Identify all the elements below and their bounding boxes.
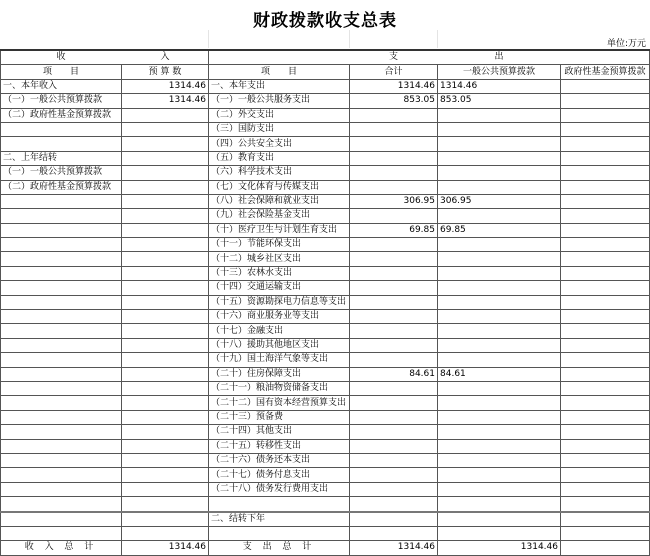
general-budget-amount bbox=[438, 108, 561, 122]
income-amount: 1314.46 bbox=[122, 94, 209, 108]
general-budget-amount bbox=[438, 453, 561, 467]
expense-total bbox=[350, 238, 438, 252]
col-expense-item: 项 目 bbox=[209, 65, 350, 79]
income-item bbox=[1, 281, 122, 295]
header-expense-left: 支 bbox=[350, 50, 438, 65]
expense-item: （一）一般公共服务支出 bbox=[209, 94, 350, 108]
expense-item: （三）国防支出 bbox=[209, 122, 350, 136]
page-title: 财政拨款收支总表 bbox=[253, 11, 397, 31]
fund-budget-amount bbox=[561, 252, 650, 266]
fund-budget-amount bbox=[561, 468, 650, 482]
expense-item: （四）公共安全支出 bbox=[209, 137, 350, 151]
fund-budget-amount bbox=[561, 482, 650, 496]
income-item bbox=[1, 512, 122, 527]
fund-budget-amount bbox=[561, 310, 650, 324]
expense-item: （十八）援助其他地区支出 bbox=[209, 338, 350, 352]
expense-item: （二十七）债务付息支出 bbox=[209, 468, 350, 482]
income-item bbox=[1, 209, 122, 223]
income-amount bbox=[122, 367, 209, 381]
table-row bbox=[1, 367, 650, 381]
expense-total bbox=[350, 425, 438, 439]
expense-total bbox=[350, 108, 438, 122]
income-item bbox=[1, 396, 122, 410]
table-row bbox=[1, 324, 650, 338]
income-item bbox=[1, 453, 122, 467]
expense-total bbox=[350, 252, 438, 266]
income-amount bbox=[122, 396, 209, 410]
expense-total bbox=[350, 122, 438, 136]
income-item bbox=[1, 238, 122, 252]
table-row bbox=[1, 396, 650, 410]
fund-budget-amount bbox=[561, 512, 650, 527]
fund-budget-amount bbox=[561, 439, 650, 453]
expense-item: （二十六）债务还本支出 bbox=[209, 453, 350, 467]
expense-total: 69.85 bbox=[350, 223, 438, 237]
table-row bbox=[1, 381, 650, 395]
income-amount bbox=[122, 439, 209, 453]
income-item bbox=[1, 295, 122, 309]
expense-total bbox=[350, 209, 438, 223]
general-budget-amount bbox=[438, 410, 561, 424]
col-income-item: 项 目 bbox=[1, 65, 122, 79]
fund-budget-amount bbox=[561, 137, 650, 151]
general-budget-amount: 853.05 bbox=[438, 94, 561, 108]
expense-item: （十）医疗卫生与计划生育支出 bbox=[209, 223, 350, 237]
expense-item: （二）外交支出 bbox=[209, 108, 350, 122]
income-item bbox=[1, 137, 122, 151]
fund-budget-amount bbox=[561, 166, 650, 180]
fund-budget-amount bbox=[561, 223, 650, 237]
expense-item: （十七）金融支出 bbox=[209, 324, 350, 338]
expense-total bbox=[350, 281, 438, 295]
expense-item: （二十八）债务发行费用支出 bbox=[209, 482, 350, 496]
general-budget-amount bbox=[438, 512, 561, 527]
table-row bbox=[1, 353, 650, 367]
income-amount bbox=[122, 324, 209, 338]
expense-total bbox=[350, 512, 438, 527]
expense-total bbox=[350, 439, 438, 453]
expense-item: （二十三）预备费 bbox=[209, 410, 350, 424]
general-budget-amount bbox=[438, 166, 561, 180]
income-item bbox=[1, 266, 122, 280]
table-row bbox=[1, 338, 650, 352]
income-item bbox=[1, 310, 122, 324]
expense-total bbox=[350, 324, 438, 338]
table-row bbox=[1, 410, 650, 424]
income-item bbox=[1, 439, 122, 453]
table-row bbox=[1, 482, 650, 496]
expense-total-label: 支 出 总 计 bbox=[209, 541, 350, 555]
general-budget-amount bbox=[438, 353, 561, 367]
fund-budget-amount bbox=[561, 94, 650, 108]
expense-total bbox=[350, 468, 438, 482]
fund-budget-amount bbox=[561, 295, 650, 309]
table-row bbox=[1, 151, 650, 165]
grid-line bbox=[208, 30, 209, 48]
expense-total: 1314.46 bbox=[350, 79, 438, 93]
income-amount bbox=[122, 137, 209, 151]
income-item bbox=[1, 324, 122, 338]
income-amount bbox=[122, 166, 209, 180]
expense-total bbox=[350, 353, 438, 367]
general-budget-amount bbox=[438, 425, 561, 439]
general-budget-amount bbox=[438, 209, 561, 223]
income-amount bbox=[122, 223, 209, 237]
income-amount bbox=[122, 180, 209, 194]
income-amount bbox=[122, 526, 209, 540]
income-item: （二）政府性基金预算拨款 bbox=[1, 180, 122, 194]
income-item bbox=[1, 425, 122, 439]
unit-label: 单位:万元 bbox=[606, 39, 646, 49]
header-expense-right: 出 bbox=[438, 50, 561, 65]
expense-total bbox=[350, 482, 438, 496]
income-item: （一）一般公共预算拨款 bbox=[1, 94, 122, 108]
table-row bbox=[1, 209, 650, 223]
expense-item: （十二）城乡社区支出 bbox=[209, 252, 350, 266]
expense-total bbox=[350, 396, 438, 410]
header-income-right: 入 bbox=[122, 50, 209, 65]
table-row bbox=[1, 180, 650, 194]
table-row bbox=[1, 526, 650, 540]
income-amount bbox=[122, 425, 209, 439]
income-amount bbox=[122, 295, 209, 309]
expense-item: （五）教育支出 bbox=[209, 151, 350, 165]
income-amount bbox=[122, 194, 209, 208]
expense-item: （八）社会保障和就业支出 bbox=[209, 194, 350, 208]
income-amount bbox=[122, 266, 209, 280]
col-general-budget: 一般公共预算拨款 bbox=[438, 65, 561, 79]
expense-item: （二十四）其他支出 bbox=[209, 425, 350, 439]
header-row-2 bbox=[1, 65, 650, 79]
general-budget-amount bbox=[438, 252, 561, 266]
table-row bbox=[1, 310, 650, 324]
expense-total bbox=[350, 310, 438, 324]
expense-item: （十九）国土海洋气象等支出 bbox=[209, 353, 350, 367]
table-row bbox=[1, 238, 650, 252]
fund-budget-amount bbox=[561, 396, 650, 410]
fund-budget-amount bbox=[561, 180, 650, 194]
expense-item: （十六）商业服务业等支出 bbox=[209, 310, 350, 324]
fund-budget-amount bbox=[561, 238, 650, 252]
general-budget-amount bbox=[438, 151, 561, 165]
income-amount bbox=[122, 281, 209, 295]
expense-total bbox=[350, 137, 438, 151]
expense-total bbox=[350, 266, 438, 280]
income-amount bbox=[122, 353, 209, 367]
expense-total: 853.05 bbox=[350, 94, 438, 108]
general-budget-amount bbox=[438, 482, 561, 496]
table-row bbox=[1, 281, 650, 295]
income-total-label: 收 入 总 计 bbox=[1, 541, 122, 555]
table-row bbox=[1, 252, 650, 266]
expense-item bbox=[209, 497, 350, 512]
income-item bbox=[1, 381, 122, 395]
expense-total bbox=[350, 453, 438, 467]
header-income-left: 收 bbox=[1, 50, 122, 65]
income-item: （二）政府性基金预算拨款 bbox=[1, 108, 122, 122]
expense-total bbox=[350, 497, 438, 512]
fund-budget-amount bbox=[561, 526, 650, 540]
expense-item bbox=[209, 526, 350, 540]
header-row-1 bbox=[1, 50, 650, 65]
table-row bbox=[1, 425, 650, 439]
expense-item: 二、结转下年 bbox=[209, 512, 350, 527]
table-row bbox=[1, 137, 650, 151]
table-row bbox=[1, 223, 650, 237]
income-amount bbox=[122, 381, 209, 395]
expense-item: （九）社会保险基金支出 bbox=[209, 209, 350, 223]
general-budget-amount bbox=[438, 137, 561, 151]
col-total: 合计 bbox=[350, 65, 438, 79]
fund-budget-amount bbox=[561, 367, 650, 381]
fund-budget-amount bbox=[561, 353, 650, 367]
income-item bbox=[1, 353, 122, 367]
header-expense-blank-2 bbox=[561, 50, 650, 65]
expense-total: 306.95 bbox=[350, 194, 438, 208]
table-row bbox=[1, 453, 650, 467]
table-row bbox=[1, 266, 650, 280]
general-budget-amount bbox=[438, 439, 561, 453]
fund-budget-amount bbox=[561, 209, 650, 223]
general-budget-amount: 84.61 bbox=[438, 367, 561, 381]
income-amount: 1314.46 bbox=[122, 79, 209, 93]
col-fund-budget: 政府性基金预算拨款 bbox=[561, 65, 650, 79]
fund-budget-amount bbox=[561, 122, 650, 136]
general-budget-amount bbox=[438, 526, 561, 540]
table-row bbox=[1, 79, 650, 93]
fund-budget-amount bbox=[561, 497, 650, 512]
col-budget: 预 算 数 bbox=[122, 65, 209, 79]
expense-total bbox=[350, 526, 438, 540]
fund-budget-amount bbox=[561, 425, 650, 439]
general-budget-amount bbox=[438, 324, 561, 338]
expense-item: （二十）住房保障支出 bbox=[209, 367, 350, 381]
income-item bbox=[1, 410, 122, 424]
income-item bbox=[1, 367, 122, 381]
income-item bbox=[1, 338, 122, 352]
expense-item: （十四）交通运输支出 bbox=[209, 281, 350, 295]
income-item bbox=[1, 252, 122, 266]
income-item: 一、本年收入 bbox=[1, 79, 122, 93]
grid-line bbox=[349, 30, 350, 48]
general-budget-amount bbox=[438, 281, 561, 295]
expense-total bbox=[350, 151, 438, 165]
expense-total bbox=[350, 166, 438, 180]
fund-budget-amount bbox=[561, 266, 650, 280]
expense-general-total: 1314.46 bbox=[438, 541, 561, 555]
fund-budget-amount bbox=[561, 324, 650, 338]
expense-item: （十三）农林水支出 bbox=[209, 266, 350, 280]
table-row bbox=[1, 94, 650, 108]
expense-total bbox=[350, 381, 438, 395]
table-row bbox=[1, 497, 650, 512]
income-amount bbox=[122, 497, 209, 512]
income-item bbox=[1, 468, 122, 482]
expense-total bbox=[350, 338, 438, 352]
table-row bbox=[1, 512, 650, 527]
income-amount bbox=[122, 151, 209, 165]
table-row bbox=[1, 108, 650, 122]
fund-budget-amount bbox=[561, 194, 650, 208]
table-row bbox=[1, 295, 650, 309]
income-amount bbox=[122, 482, 209, 496]
general-budget-amount bbox=[438, 468, 561, 482]
fund-budget-amount bbox=[561, 151, 650, 165]
table-row bbox=[1, 166, 650, 180]
fund-budget-amount bbox=[561, 381, 650, 395]
expense-item: （十五）资源勘探电力信息等支出 bbox=[209, 295, 350, 309]
general-budget-amount bbox=[438, 122, 561, 136]
expense-item: （十一）节能环保支出 bbox=[209, 238, 350, 252]
expense-item: （二十五）转移性支出 bbox=[209, 439, 350, 453]
income-item bbox=[1, 482, 122, 496]
general-budget-amount bbox=[438, 310, 561, 324]
expense-fund-total bbox=[561, 541, 650, 555]
income-item bbox=[1, 497, 122, 512]
expense-item: （二十一）粮油物资储备支出 bbox=[209, 381, 350, 395]
expense-total-amount: 1314.46 bbox=[350, 541, 438, 555]
income-amount bbox=[122, 252, 209, 266]
income-item bbox=[1, 526, 122, 540]
general-budget-amount: 1314.46 bbox=[438, 79, 561, 93]
total-row bbox=[1, 541, 650, 555]
fund-budget-amount bbox=[561, 410, 650, 424]
fund-budget-amount bbox=[561, 453, 650, 467]
general-budget-amount bbox=[438, 238, 561, 252]
general-budget-amount bbox=[438, 338, 561, 352]
income-item bbox=[1, 223, 122, 237]
income-amount bbox=[122, 468, 209, 482]
expense-total bbox=[350, 410, 438, 424]
general-budget-amount: 69.85 bbox=[438, 223, 561, 237]
income-amount bbox=[122, 209, 209, 223]
fund-budget-amount bbox=[561, 108, 650, 122]
table-row bbox=[1, 468, 650, 482]
income-amount bbox=[122, 108, 209, 122]
table-row bbox=[1, 194, 650, 208]
expense-total bbox=[350, 180, 438, 194]
general-budget-amount: 306.95 bbox=[438, 194, 561, 208]
expense-total bbox=[350, 295, 438, 309]
fund-budget-amount bbox=[561, 79, 650, 93]
general-budget-amount bbox=[438, 295, 561, 309]
general-budget-amount bbox=[438, 381, 561, 395]
income-item: 二、上年结转 bbox=[1, 151, 122, 165]
general-budget-amount bbox=[438, 497, 561, 512]
fund-budget-amount bbox=[561, 338, 650, 352]
grid-line bbox=[437, 30, 438, 48]
income-amount bbox=[122, 453, 209, 467]
income-item bbox=[1, 194, 122, 208]
income-amount bbox=[122, 512, 209, 527]
income-total-amount: 1314.46 bbox=[122, 541, 209, 555]
budget-table bbox=[0, 49, 650, 556]
expense-item: 一、本年支出 bbox=[209, 79, 350, 93]
income-amount bbox=[122, 238, 209, 252]
income-amount bbox=[122, 122, 209, 136]
income-amount bbox=[122, 310, 209, 324]
general-budget-amount bbox=[438, 180, 561, 194]
table-row bbox=[1, 439, 650, 453]
expense-total: 84.61 bbox=[350, 367, 438, 381]
header-expense-blank bbox=[209, 50, 350, 65]
expense-item: （六）科学技术支出 bbox=[209, 166, 350, 180]
general-budget-amount bbox=[438, 266, 561, 280]
fund-budget-amount bbox=[561, 281, 650, 295]
income-item: （一）一般公共预算拨款 bbox=[1, 166, 122, 180]
table-row bbox=[1, 122, 650, 136]
expense-item: （二十二）国有资本经营预算支出 bbox=[209, 396, 350, 410]
income-item bbox=[1, 122, 122, 136]
general-budget-amount bbox=[438, 396, 561, 410]
income-amount bbox=[122, 410, 209, 424]
income-amount bbox=[122, 338, 209, 352]
expense-item: （七）文化体育与传媒支出 bbox=[209, 180, 350, 194]
